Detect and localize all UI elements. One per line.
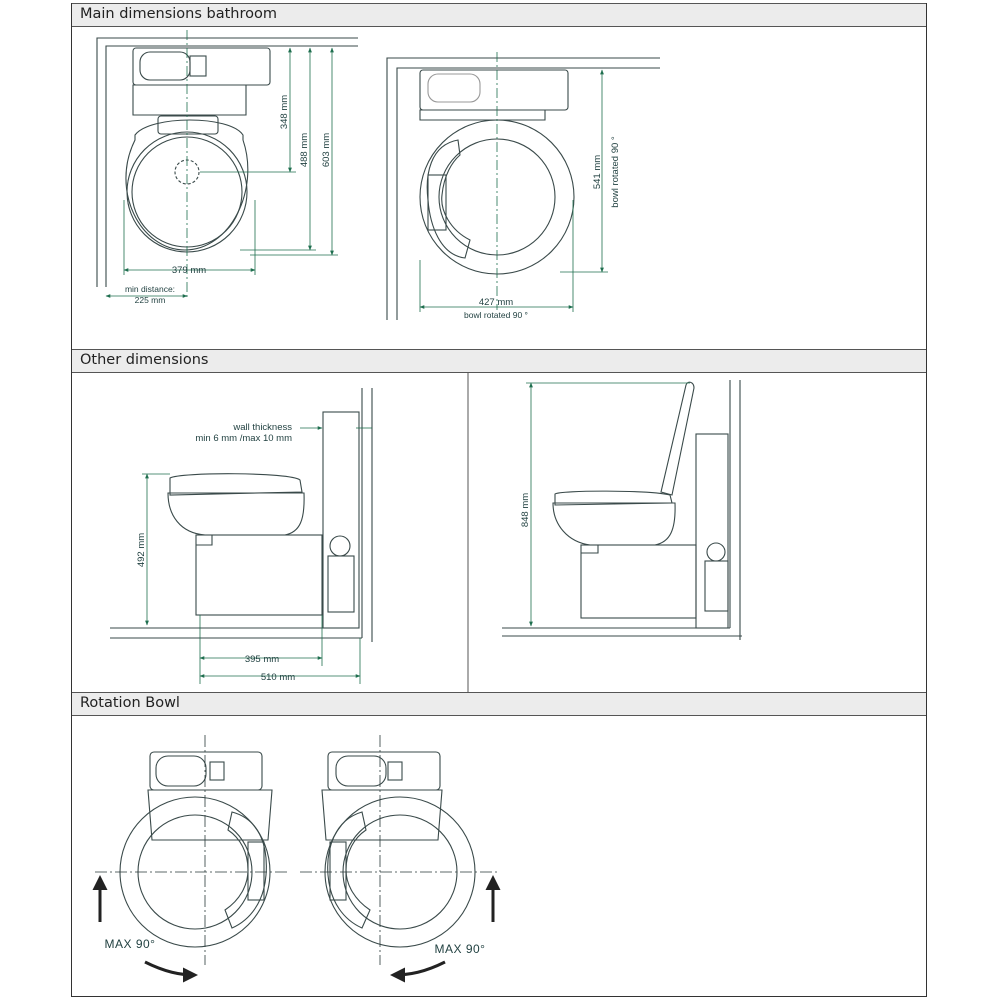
rotation-view-right (322, 752, 475, 947)
dim-395: 395 mm (244, 654, 280, 665)
dim-379: 379 mm (171, 265, 207, 276)
bowl-rotated-vertical: bowl rotated 90 ° (610, 136, 621, 208)
bowl-rotated-horizontal: bowl rotated 90 ° (464, 310, 528, 320)
side-view-open (502, 380, 742, 640)
max-90-left: MAX 90° (104, 937, 156, 951)
plan-view-standard (97, 38, 358, 287)
max-90-right: MAX 90° (434, 942, 486, 956)
section-header-other: Other dimensions (72, 349, 926, 373)
rotation-view-left (120, 752, 272, 947)
dim-603: 603 mm (321, 132, 332, 168)
dim-488: 488 mm (299, 132, 310, 168)
plan-view-rotated-dimensions (420, 52, 608, 312)
min-distance-label: min distance: (124, 284, 176, 294)
dim-225: 225 mm (134, 295, 166, 305)
rotation-arrows (100, 878, 493, 975)
dim-427: 427 mm (478, 297, 514, 308)
dim-492: 492 mm (136, 532, 147, 568)
dim-541: 541 mm (592, 154, 603, 190)
dim-348: 348 mm (279, 94, 290, 130)
section-header-rotation: Rotation Bowl (72, 692, 926, 716)
dim-848: 848 mm (520, 492, 531, 528)
section-header-main: Main dimensions bathroom (72, 3, 926, 27)
wall-thickness-range: min 6 mm /max 10 mm (195, 433, 292, 444)
dim-510: 510 mm (260, 672, 296, 683)
wall-thickness-label: wall thickness (233, 422, 292, 433)
